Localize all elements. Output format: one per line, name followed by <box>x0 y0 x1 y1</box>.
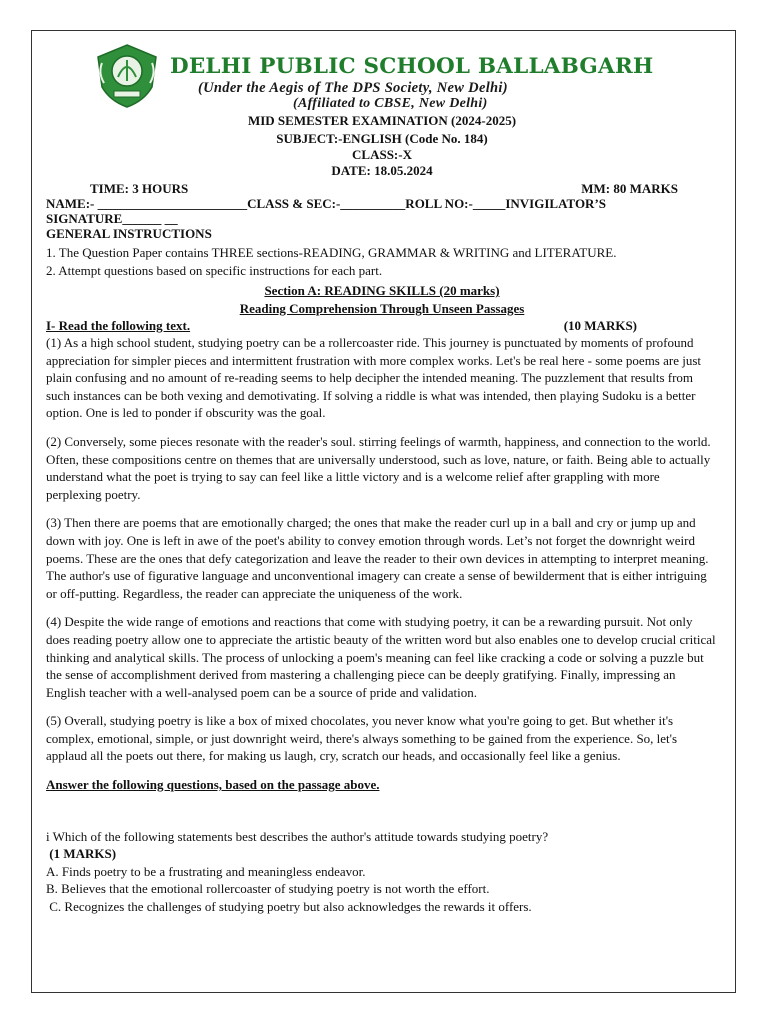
answer-instruction: Answer the following questions, based on the passage above. <box>46 777 380 793</box>
option-a: A. Finds poetry to be a frustrating and meaningless endeavor. <box>46 863 366 879</box>
question-text: i Which of the following statements best describes the author's attitude towards studying poetry? <box>46 828 549 844</box>
task-row <box>46 317 718 334</box>
exam-subject: SUBJECT:-ENGLISH (Code No. 184) <box>276 130 488 146</box>
passage-paragraph: (5) Overall, studying poetry is like a box of mixed chocolates, you never know what you're going to get. But whether it's complex, emotional, simple, or just downright weird, there's always something to be gained from the experience. So, let's applaud all the poets out there, for making us laugh, cry, scratch our heads, and occasionally feel like a genius. <box>46 713 678 764</box>
instruction-item: 2. Attempt questions based on specific instructions for each part. <box>46 262 383 278</box>
exam-title: MID SEMESTER EXAMINATION (2024-2025) <box>247 113 517 128</box>
passage-paragraph: (2) Conversely, some pieces resonate with the reader's soul. stirring feelings of warmth, happiness, and connection to the world. Often, these compositions centre on themes that are universally understood, such as love, nature, or faith. Being able to actually understand what the poet is trying to say can feel like a little victory and is a welcome relief after grappling with more perplexing poetry. <box>46 433 711 502</box>
passage-paragraph: (1) As a high school student, studying poetry can be a rollercoaster ride. This journey is punctuated by moments of profound appreciation for simpler pieces and intermittent frustration with more complex works. Let's be real here - some poems are just plain confusing and no amount of re-reading seems to help decipher the intended meaning. The puzzlement that results from such instances can be both vexing and demotivating. If solving a riddle is what was intended, then playing Sudoku is a better option. One is led to ponder if obscurity was the goal. <box>46 335 702 421</box>
school-aegis: (Under the Aegis of The DPS Society, New Delhi) <box>198 80 508 96</box>
section-a-title: Section A: READING SKILLS (20 marks) <box>264 283 500 298</box>
task-instruction: I- Read the following text. <box>46 318 191 333</box>
student-info-line: NAME:- _______________________CLASS & SEC:-__________ROLL NO:-_____INVIGILATOR’S <box>46 196 606 211</box>
exam-paper <box>46 40 718 915</box>
signature-line: SIGNATURE______ __ <box>46 211 178 226</box>
instructions-heading: GENERAL INSTRUCTIONS <box>46 226 212 241</box>
school-logo-icon <box>94 43 160 109</box>
task-marks: (10 MARKS) <box>563 318 637 333</box>
exam-time: TIME: 3 HOURS <box>90 181 189 196</box>
time-marks-row <box>46 181 718 196</box>
option-c: C. Recognizes the challenges of studying poetry but also acknowledges the rewards it offers. <box>46 898 532 914</box>
option-b: B. Believes that the emotional rollercoaster of studying poetry is not worth the effort. <box>46 881 490 897</box>
exam-class: CLASS:-X <box>352 147 412 162</box>
exam-max-marks: MM: 80 MARKS <box>581 181 678 196</box>
school-name: DELHI PUBLIC SCHOOL BALLABGARH <box>170 54 654 79</box>
passage-paragraph: (4) Despite the wide range of emotions and reactions that come with studying poetry, it can be a rewarding pursuit. Not only does reading poetry allow one to appreciate the artistic beauty of the written word but also enables one to develop crucial critical thinking and analytical skills. The process of unlocking a poem's meaning can feel like cracking a code or solving a puzzle but the sense of accomplishment derived from mastering a challenging piece can be deeply gratifying. Finally, impressing an English teacher with a well-analysed poem can be a source of pride and validation. <box>46 614 716 700</box>
exam-date: DATE: 18.05.2024 <box>331 163 433 178</box>
school-header <box>46 40 718 112</box>
school-affiliation: (Affiliated to CBSE, New Delhi) <box>293 96 488 111</box>
passage-paragraph: (3) Then there are poems that are emotionally charged; the ones that make the reader curl up in a ball and cry or jump up and down with joy. One is left in awe of the poet's ability to convey emotion through words. Let’s not forget the downright weird poems. These are the ones that defy categorization and leave the reader to their own devices in attempting to interpret meaning. The author's use of figurative language and unconventional imagery can create a sense of bewilderment that is either intriguing or off-putting. Regardless, the reader can appreciate the uniqueness of the work. <box>46 515 709 601</box>
instruction-item: 1. The Question Paper contains THREE sections-READING, GRAMMAR & WRITING and LITERATURE. <box>46 245 617 260</box>
section-a-subtitle: Reading Comprehension Through Unseen Passages <box>239 300 525 316</box>
question-marks: (1 MARKS) <box>46 846 117 862</box>
